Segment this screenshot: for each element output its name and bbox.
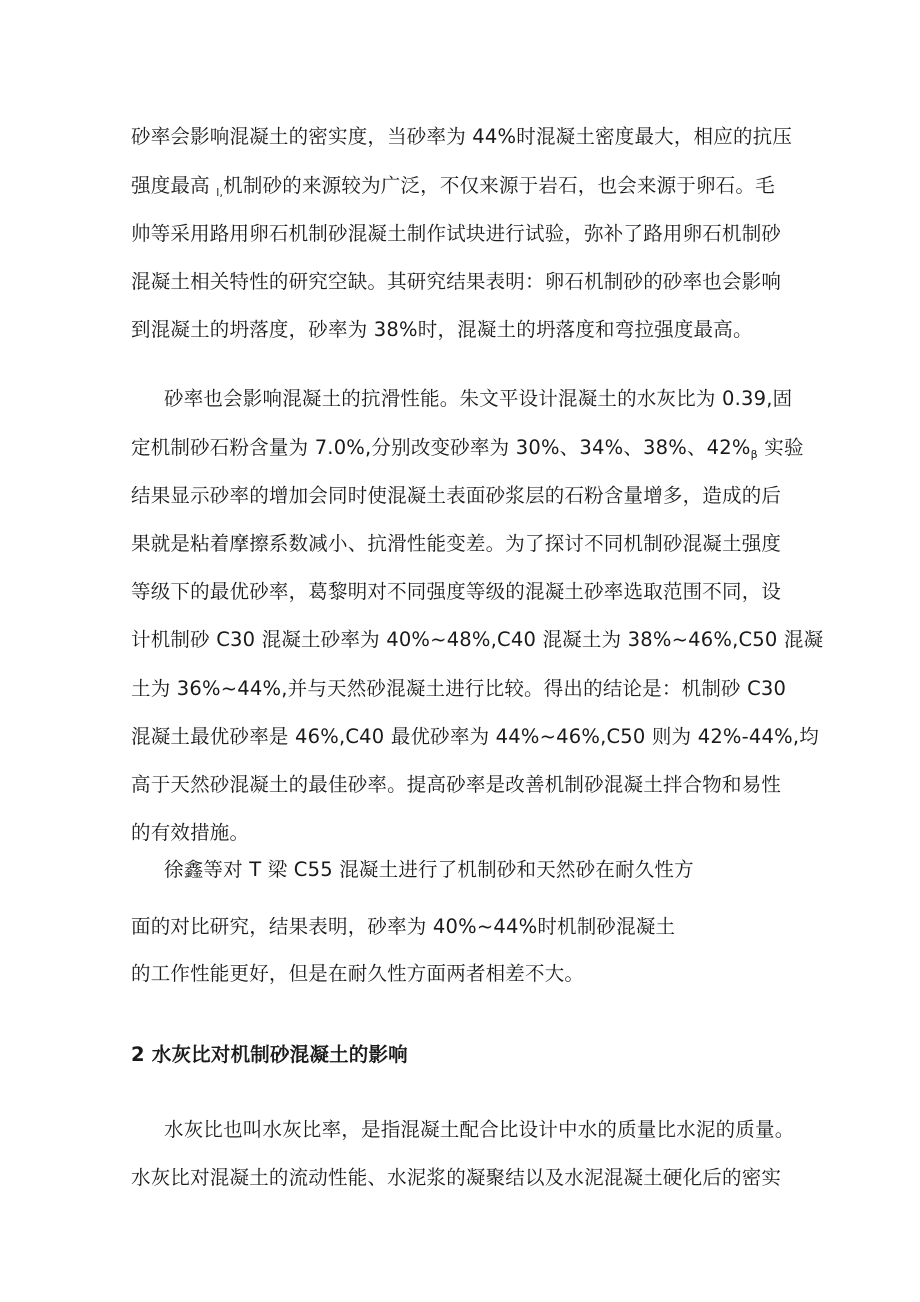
paragraph-1-line-2-start: 强度最高 (131, 174, 210, 197)
paragraph-2-line-3: 结果显示砂率的增加会同时使混凝土表面砂浆层的石粉含量增多，造成的后 (131, 484, 782, 507)
paragraph-2-line-2 (131, 436, 804, 467)
paragraph-1-line-1: 砂率会影响混凝土的密实度，当砂率为 44%时混凝土密度最大，相应的抗压 (131, 125, 793, 148)
paragraph-4-line-1: 水灰比也叫水灰比率，是指混凝土配合比设计中水的质量比水泥的质量。 (164, 1118, 795, 1141)
paragraph-4-line-2: 水灰比对混凝土的流动性能、水泥浆的凝聚结以及水泥混凝土硬化后的密实 (131, 1166, 782, 1189)
section-title: 水灰比对机制砂混凝土的影响 (151, 1043, 408, 1066)
paragraph-1-line-3: 帅等采用路用卵石机制砂混凝土制作试块进行试验，弥补了路用卵石机制砂 (131, 222, 782, 245)
reference-mark: β (750, 448, 758, 461)
paragraph-2-line-9: 高于天然砂混凝土的最佳砂率。提高砂率是改善机制砂混凝土拌合物和易性 (131, 773, 782, 796)
paragraph-2-line-6: 计机制砂 C30 混凝土砂率为 40%~48%,C40 混凝土为 38%~46%,C50 混凝 (131, 628, 824, 651)
paragraph-2-line-7: 土为 36%~44%,并与天然砂混凝土进行比较。得出的结论是：机制砂 C30 (131, 677, 787, 700)
section-number: 2 (131, 1043, 145, 1066)
paragraph-2-line-1: 砂率也会影响混凝土的抗滑性能。朱文平设计混凝土的水灰比为 0.39,固 (164, 387, 793, 410)
paragraph-2-line-4: 果就是粘着摩擦系数减小、抗滑性能变差。为了探讨不同机制砂混凝土强度 (131, 532, 782, 555)
paragraph-2-line-10: 的有效措施。 (131, 821, 250, 844)
paragraph-3-line-3: 的工作性能更好，但是在耐久性方面两者相差不大。 (131, 962, 585, 985)
paragraph-1-line-2 (131, 174, 775, 205)
paragraph-1-line-5: 到混凝土的坍落度，砂率为 38%时，混凝土的坍落度和弯拉强度最高。 (131, 318, 753, 341)
paragraph-3-line-1: 徐鑫等对 T 梁 C55 混凝土进行了机制砂和天然砂在耐久性方 (164, 858, 694, 881)
reference-mark: l, (216, 186, 224, 199)
paragraph-2-line-2-start: 定机制砂石粉含量为 7.0%,分别改变砂率为 30%、34%、38%、42% (131, 436, 751, 459)
paragraph-3-line-2: 面的对比研究，结果表明，砂率为 40%~44%时机制砂混凝土 (131, 915, 676, 938)
paragraph-2-line-8: 混凝土最优砂率是 46%,C40 最优砂率为 44%~46%,C50 则为 42%-44%,均 (131, 725, 819, 748)
paragraph-1-line-4: 混凝土相关特性的研究空缺。其研究结果表明：卵石机制砂的砂率也会影响 (131, 270, 782, 293)
paragraph-1-line-2-end: 机制砂的来源较为广泛，不仅来源于岩石，也会来源于卵石。毛 (223, 174, 775, 197)
section-heading (131, 1043, 408, 1067)
paragraph-2-line-5: 等级下的最优砂率，葛黎明对不同强度等级的混凝土砂率选取范围不同，设 (131, 580, 782, 603)
paragraph-2-line-2-end: 实验 (764, 436, 804, 459)
